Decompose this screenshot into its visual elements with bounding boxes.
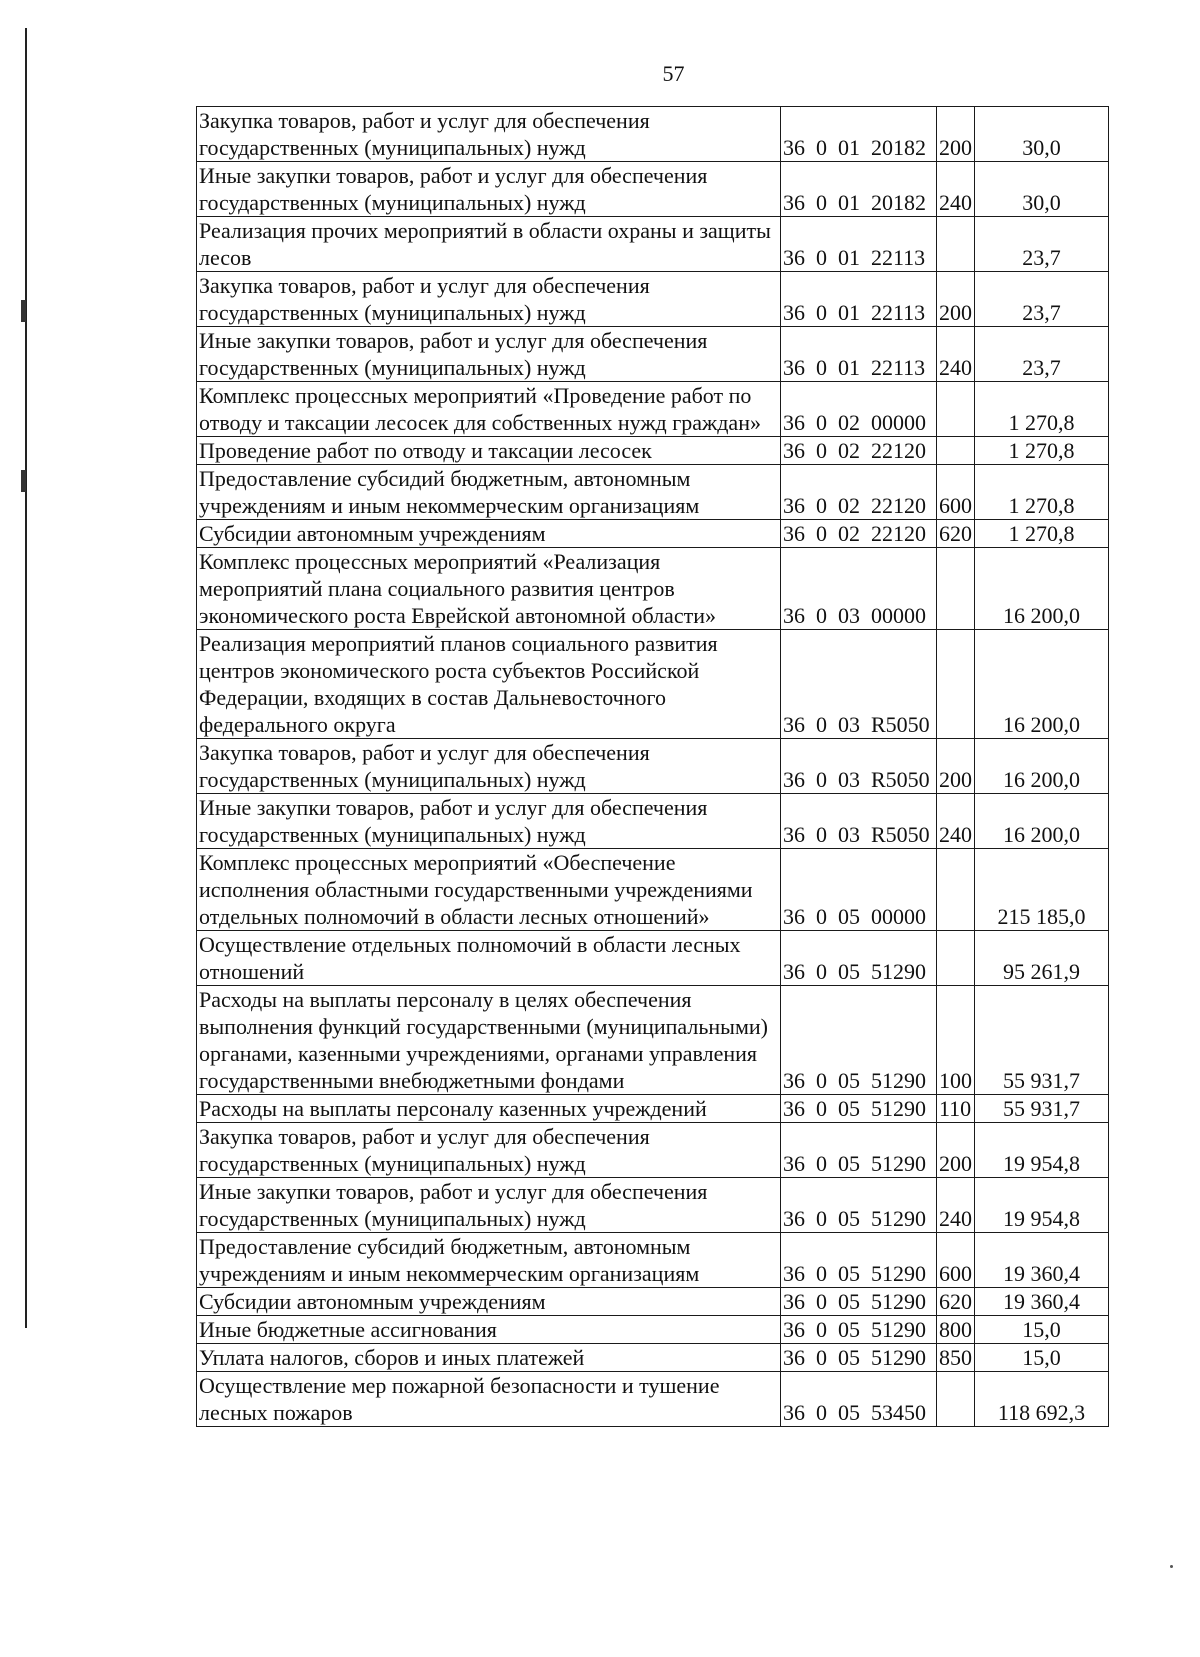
row-sum-cell: 118 692,3 xyxy=(975,1372,1109,1427)
table-row xyxy=(197,1178,1109,1233)
table-row xyxy=(197,548,1109,630)
table-row xyxy=(197,794,1109,849)
row-name-cell: Закупка товаров, работ и услуг для обеспечения государственных (муниципальных) нужд xyxy=(197,739,781,794)
row-code-cell: 36 0 05 51290 xyxy=(781,1178,937,1233)
row-name-cell: Иные закупки товаров, работ и услуг для обеспечения государственных (муниципальных) нужд xyxy=(197,327,781,382)
row-name-cell: Иные закупки товаров, работ и услуг для обеспечения государственных (муниципальных) нужд xyxy=(197,1178,781,1233)
row-name-cell: Осуществление отдельных полномочий в области лесных отношений xyxy=(197,931,781,986)
table-row xyxy=(197,1316,1109,1344)
row-sum-cell: 30,0 xyxy=(975,107,1109,162)
row-name-cell: Реализация мероприятий планов социального развития центров экономического роста субъектов Российской Федерации, входящих в состав Дальневосточного федерального округа xyxy=(197,630,781,739)
row-sum-cell: 215 185,0 xyxy=(975,849,1109,931)
row-sum-cell: 23,7 xyxy=(975,327,1109,382)
row-name-cell: Комплекс процессных мероприятий «Реализация мероприятий плана социального развития центров экономического роста Еврейской автономной области» xyxy=(197,548,781,630)
table-row xyxy=(197,520,1109,548)
row-expense-type-cell: 800 xyxy=(937,1316,975,1344)
table-row xyxy=(197,1344,1109,1372)
row-name-cell: Реализация прочих мероприятий в области охраны и защиты лесов xyxy=(197,217,781,272)
row-expense-type-cell: 200 xyxy=(937,107,975,162)
row-name-cell: Предоставление субсидий бюджетным, автономным учреждениям и иным некоммерческим организациям xyxy=(197,1233,781,1288)
table-row xyxy=(197,1233,1109,1288)
row-name-cell: Субсидии автономным учреждениям xyxy=(197,1288,781,1316)
row-sum-cell: 16 200,0 xyxy=(975,794,1109,849)
table-row xyxy=(197,931,1109,986)
row-code-cell: 36 0 01 20182 xyxy=(781,162,937,217)
row-sum-cell: 1 270,8 xyxy=(975,437,1109,465)
page-number: 57 xyxy=(662,61,685,86)
row-expense-type-cell xyxy=(937,1372,975,1427)
row-name-cell: Субсидии автономным учреждениям xyxy=(197,520,781,548)
row-code-cell: 36 0 05 51290 xyxy=(781,931,937,986)
row-name-cell: Расходы на выплаты персоналу казенных учреждений xyxy=(197,1095,781,1123)
row-sum-cell: 30,0 xyxy=(975,162,1109,217)
row-code-cell: 36 0 02 22120 xyxy=(781,465,937,520)
row-expense-type-cell: 850 xyxy=(937,1344,975,1372)
row-sum-cell: 23,7 xyxy=(975,272,1109,327)
row-expense-type-cell xyxy=(937,630,975,739)
table-row xyxy=(197,327,1109,382)
table-row xyxy=(197,1095,1109,1123)
row-code-cell: 36 0 01 20182 xyxy=(781,107,937,162)
budget-table-body xyxy=(197,107,1109,1427)
row-sum-cell: 1 270,8 xyxy=(975,520,1109,548)
table-row xyxy=(197,1372,1109,1427)
row-name-cell: Проведение работ по отводу и таксации лесосек xyxy=(197,437,781,465)
row-code-cell: 36 0 05 51290 xyxy=(781,1233,937,1288)
row-code-cell: 36 0 03 R5050 xyxy=(781,739,937,794)
row-sum-cell: 16 200,0 xyxy=(975,548,1109,630)
row-name-cell: Закупка товаров, работ и услуг для обеспечения государственных (муниципальных) нужд xyxy=(197,272,781,327)
row-name-cell: Иные закупки товаров, работ и услуг для обеспечения государственных (муниципальных) нужд xyxy=(197,794,781,849)
row-sum-cell: 19 360,4 xyxy=(975,1288,1109,1316)
table-row xyxy=(197,437,1109,465)
row-code-cell: 36 0 05 51290 xyxy=(781,1344,937,1372)
scan-mark xyxy=(21,300,26,322)
row-expense-type-cell xyxy=(937,437,975,465)
row-sum-cell: 16 200,0 xyxy=(975,739,1109,794)
row-expense-type-cell: 240 xyxy=(937,162,975,217)
row-sum-cell: 15,0 xyxy=(975,1316,1109,1344)
row-expense-type-cell xyxy=(937,849,975,931)
row-name-cell: Иные закупки товаров, работ и услуг для обеспечения государственных (муниципальных) нужд xyxy=(197,162,781,217)
row-sum-cell: 95 261,9 xyxy=(975,931,1109,986)
row-sum-cell: 55 931,7 xyxy=(975,986,1109,1095)
row-code-cell: 36 0 05 51290 xyxy=(781,1288,937,1316)
row-name-cell: Расходы на выплаты персоналу в целях обеспечения выполнения функций государственными (муниципальными) органами, казенными учреждениями, органами управления государственными внебюджетными фондами xyxy=(197,986,781,1095)
row-code-cell: 36 0 03 R5050 xyxy=(781,630,937,739)
table-row xyxy=(197,272,1109,327)
row-sum-cell: 19 954,8 xyxy=(975,1178,1109,1233)
row-expense-type-cell: 240 xyxy=(937,1178,975,1233)
row-expense-type-cell xyxy=(937,548,975,630)
row-expense-type-cell: 600 xyxy=(937,465,975,520)
row-name-cell: Предоставление субсидий бюджетным, автономным учреждениям и иным некоммерческим организациям xyxy=(197,465,781,520)
row-name-cell: Комплекс процессных мероприятий «Обеспечение исполнения областными государственными учреждениями отдельных полномочий в области лесных отношений» xyxy=(197,849,781,931)
row-code-cell: 36 0 02 22120 xyxy=(781,520,937,548)
row-expense-type-cell: 620 xyxy=(937,1288,975,1316)
table-row xyxy=(197,1123,1109,1178)
row-code-cell: 36 0 02 22120 xyxy=(781,437,937,465)
row-expense-type-cell: 200 xyxy=(937,1123,975,1178)
row-code-cell: 36 0 01 22113 xyxy=(781,272,937,327)
row-expense-type-cell xyxy=(937,217,975,272)
row-sum-cell: 16 200,0 xyxy=(975,630,1109,739)
row-expense-type-cell xyxy=(937,382,975,437)
row-sum-cell: 19 954,8 xyxy=(975,1123,1109,1178)
budget-table xyxy=(196,106,1109,1427)
table-row xyxy=(197,217,1109,272)
table-row xyxy=(197,382,1109,437)
row-expense-type-cell: 110 xyxy=(937,1095,975,1123)
table-row xyxy=(197,465,1109,520)
table-row xyxy=(197,630,1109,739)
row-expense-type-cell: 600 xyxy=(937,1233,975,1288)
row-expense-type-cell: 200 xyxy=(937,272,975,327)
row-code-cell: 36 0 05 51290 xyxy=(781,986,937,1095)
table-row xyxy=(197,739,1109,794)
scan-mark xyxy=(21,470,26,492)
row-code-cell: 36 0 05 51290 xyxy=(781,1095,937,1123)
row-code-cell: 36 0 03 R5050 xyxy=(781,794,937,849)
scan-dot xyxy=(1170,1565,1173,1568)
row-code-cell: 36 0 05 53450 xyxy=(781,1372,937,1427)
row-code-cell: 36 0 01 22113 xyxy=(781,217,937,272)
row-name-cell: Иные бюджетные ассигнования xyxy=(197,1316,781,1344)
row-sum-cell: 23,7 xyxy=(975,217,1109,272)
row-name-cell: Комплекс процессных мероприятий «Проведение работ по отводу и таксации лесосек для собственных нужд граждан» xyxy=(197,382,781,437)
row-expense-type-cell xyxy=(937,931,975,986)
row-expense-type-cell: 200 xyxy=(937,739,975,794)
row-code-cell: 36 0 03 00000 xyxy=(781,548,937,630)
scan-edge-line xyxy=(25,28,27,1328)
row-code-cell: 36 0 05 51290 xyxy=(781,1316,937,1344)
row-code-cell: 36 0 05 51290 xyxy=(781,1123,937,1178)
row-expense-type-cell: 100 xyxy=(937,986,975,1095)
row-expense-type-cell: 240 xyxy=(937,327,975,382)
row-name-cell: Закупка товаров, работ и услуг для обеспечения государственных (муниципальных) нужд xyxy=(197,107,781,162)
row-name-cell: Уплата налогов, сборов и иных платежей xyxy=(197,1344,781,1372)
row-code-cell: 36 0 01 22113 xyxy=(781,327,937,382)
row-expense-type-cell: 240 xyxy=(937,794,975,849)
row-name-cell: Осуществление мер пожарной безопасности и тушение лесных пожаров xyxy=(197,1372,781,1427)
row-expense-type-cell: 620 xyxy=(937,520,975,548)
row-sum-cell: 55 931,7 xyxy=(975,1095,1109,1123)
row-sum-cell: 1 270,8 xyxy=(975,465,1109,520)
row-sum-cell: 19 360,4 xyxy=(975,1233,1109,1288)
row-code-cell: 36 0 05 00000 xyxy=(781,849,937,931)
row-code-cell: 36 0 02 00000 xyxy=(781,382,937,437)
row-sum-cell: 1 270,8 xyxy=(975,382,1109,437)
table-row xyxy=(197,1288,1109,1316)
table-row xyxy=(197,986,1109,1095)
row-sum-cell: 15,0 xyxy=(975,1344,1109,1372)
table-row xyxy=(197,162,1109,217)
row-name-cell: Закупка товаров, работ и услуг для обеспечения государственных (муниципальных) нужд xyxy=(197,1123,781,1178)
table-row xyxy=(197,849,1109,931)
table-row xyxy=(197,107,1109,162)
